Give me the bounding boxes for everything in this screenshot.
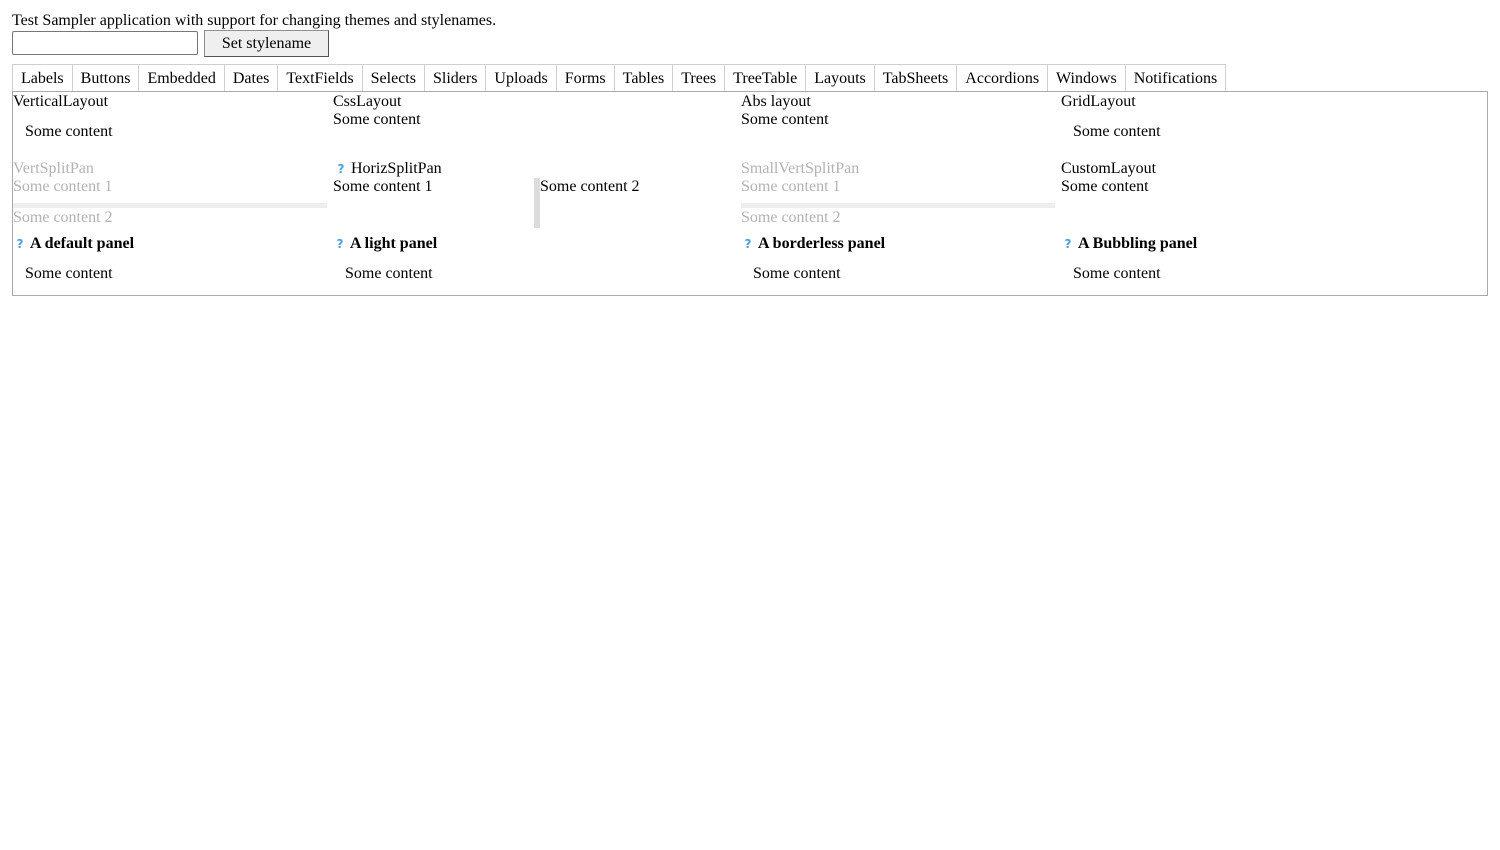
tab-windows[interactable]: Windows: [1047, 65, 1125, 92]
horiz-split-caption: HorizSplitPan: [351, 160, 442, 177]
tab-dates[interactable]: Dates: [224, 65, 277, 92]
intro-text: Test Sampler application with support for changing themes and stylenames.: [12, 12, 497, 29]
tab-accordions[interactable]: Accordions: [956, 65, 1047, 92]
tab-textfields[interactable]: TextFields: [277, 65, 361, 92]
vert-split-caption: VertSplitPan: [13, 160, 94, 177]
help-icon: ?: [337, 162, 345, 176]
tab-trees[interactable]: Trees: [672, 65, 724, 92]
set-stylename-button[interactable]: Set stylename: [204, 30, 329, 57]
grid-layout-caption: GridLayout: [1061, 93, 1136, 110]
small-vert-split-second: Some content 2: [741, 209, 841, 226]
borderless-panel-caption: A borderless panel: [758, 235, 886, 252]
custom-layout-caption: CustomLayout: [1061, 160, 1157, 177]
vert-split-splitter[interactable]: [13, 203, 327, 208]
tab-tables[interactable]: Tables: [614, 65, 673, 92]
tab-labels[interactable]: Labels: [12, 65, 72, 92]
layouts-tab-content: [12, 91, 1488, 296]
help-icon: ?: [1064, 237, 1072, 251]
tab-uploads[interactable]: Uploads: [485, 65, 555, 92]
bubbling-panel-content: Some content: [1073, 265, 1161, 282]
bubbling-panel-caption: A Bubbling panel: [1078, 235, 1198, 252]
custom-layout-content: Some content: [1061, 178, 1149, 195]
tab-notifications[interactable]: Notifications: [1125, 65, 1227, 92]
help-icon: ?: [336, 237, 344, 251]
stylename-input[interactable]: [12, 31, 198, 55]
light-panel-content: Some content: [345, 265, 433, 282]
help-icon: ?: [16, 237, 24, 251]
borderless-panel-content: Some content: [753, 265, 841, 282]
vert-split-second: Some content 2: [13, 209, 113, 226]
tab-treetable[interactable]: TreeTable: [724, 65, 805, 92]
tab-selects[interactable]: Selects: [362, 65, 424, 92]
help-icon: ?: [744, 237, 752, 251]
vert-split-first: Some content 1: [13, 178, 113, 195]
tab-bar: [12, 64, 1226, 92]
tab-forms[interactable]: Forms: [556, 65, 614, 92]
css-layout-content: Some content: [333, 111, 421, 128]
tab-sliders[interactable]: Sliders: [424, 65, 485, 92]
horiz-split-second: Some content 2: [540, 178, 640, 195]
abs-layout-caption: Abs layout: [741, 93, 811, 110]
default-panel-caption: A default panel: [30, 235, 135, 252]
vertical-layout-content: Some content: [25, 123, 113, 140]
tab-buttons[interactable]: Buttons: [72, 65, 139, 92]
tab-layouts[interactable]: Layouts: [805, 65, 874, 93]
abs-layout-content: Some content: [741, 111, 829, 128]
horiz-split-first: Some content 1: [333, 178, 433, 195]
light-panel-caption: A light panel: [350, 235, 438, 252]
grid-layout-content: Some content: [1073, 123, 1161, 140]
small-vert-split-first: Some content 1: [741, 178, 841, 195]
small-vert-split-splitter[interactable]: [741, 203, 1055, 208]
tab-embedded[interactable]: Embedded: [138, 65, 223, 92]
vertical-layout-caption: VerticalLayout: [13, 93, 109, 110]
tab-tabsheets[interactable]: TabSheets: [874, 65, 957, 92]
css-layout-caption: CssLayout: [333, 93, 402, 110]
small-vert-split-caption: SmallVertSplitPan: [741, 160, 860, 177]
default-panel-content: Some content: [25, 265, 113, 282]
